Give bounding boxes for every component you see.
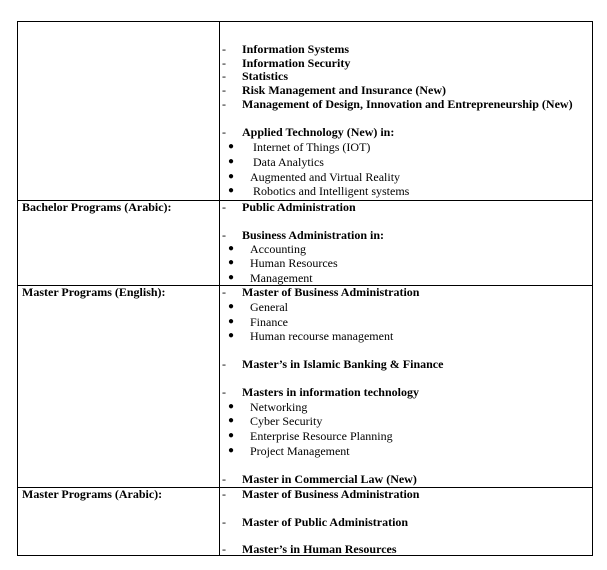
sub-program: Management — [250, 271, 313, 285]
sub-program: Project Management — [250, 444, 350, 458]
sub-program: General — [250, 300, 288, 314]
bullet-marker: ● — [228, 171, 235, 182]
program-name: Master of Business Administration — [242, 487, 420, 501]
bullet-marker: ● — [228, 301, 235, 312]
program-name: Information Systems — [242, 42, 349, 56]
dash-marker: - — [222, 56, 226, 70]
dash-marker: - — [222, 228, 226, 242]
dash-marker: - — [222, 472, 226, 486]
dash-marker: - — [222, 487, 226, 501]
program-name: Master in Commercial Law (New) — [242, 472, 417, 486]
sub-program: Enterprise Resource Planning — [250, 429, 393, 443]
program-name: Master’s in Human Resources — [242, 542, 397, 556]
bullet-marker: ● — [228, 141, 235, 152]
dash-marker: - — [222, 200, 226, 214]
program-name: Master of Public Administration — [242, 515, 409, 529]
bullet-marker: ● — [228, 243, 235, 254]
bullet-marker: ● — [228, 415, 235, 426]
table-border-top — [17, 21, 593, 22]
dash-marker: - — [222, 285, 226, 299]
sub-program: Cyber Security — [250, 414, 323, 428]
bullet-marker: ● — [228, 257, 235, 268]
dash-marker: - — [222, 515, 226, 529]
programs-table — [17, 21, 593, 556]
table-border-right — [592, 21, 593, 556]
dash-marker: - — [222, 42, 226, 56]
table-border-left — [17, 21, 18, 556]
dash-marker: - — [222, 83, 226, 97]
bullet-marker: ● — [228, 272, 235, 283]
dash-marker: - — [222, 357, 226, 371]
bullet-marker: ● — [228, 330, 235, 341]
dash-marker: - — [222, 125, 226, 139]
row-category: Bachelor Programs (Arabic): — [22, 200, 172, 214]
program-name: Business Administration in: — [242, 228, 385, 242]
program-name: Management of Design, Innovation and Entrepreneurship (New) — [242, 97, 573, 111]
program-name: Risk Management and Insurance (New) — [242, 83, 446, 97]
program-name: Statistics — [242, 69, 288, 83]
sub-program: Networking — [250, 400, 308, 414]
program-name: Masters in information technology — [242, 385, 419, 399]
sub-program: Data Analytics — [253, 155, 324, 169]
bullet-marker: ● — [228, 185, 235, 196]
sub-program: Augmented and Virtual Reality — [250, 170, 401, 184]
bullet-marker: ● — [228, 401, 235, 412]
dash-marker: - — [222, 69, 226, 83]
row-category: Master Programs (English): — [22, 285, 166, 299]
sub-program: Finance — [250, 315, 288, 329]
program-name: Master’s in Islamic Banking & Finance — [242, 357, 444, 371]
sub-program: Accounting — [250, 242, 306, 256]
sub-program: Internet of Things (IOT) — [253, 140, 371, 154]
program-name: Master of Business Administration — [242, 285, 420, 299]
sub-program: Human recourse management — [250, 329, 394, 343]
sub-program: Robotics and Intelligent systems — [253, 184, 410, 198]
dash-marker: - — [222, 542, 226, 556]
bullet-marker: ● — [228, 430, 235, 441]
dash-marker: - — [222, 97, 226, 111]
program-name: Applied Technology (New) in: — [242, 125, 395, 139]
column-divider — [219, 21, 220, 556]
dash-marker: - — [222, 385, 226, 399]
program-name: Information Security — [242, 56, 351, 70]
bullet-marker: ● — [228, 316, 235, 327]
row-category: Master Programs (Arabic): — [22, 487, 163, 501]
bullet-marker: ● — [228, 156, 235, 167]
program-name: Public Administration — [242, 200, 356, 214]
sub-program: Human Resources — [250, 256, 338, 270]
bullet-marker: ● — [228, 445, 235, 456]
